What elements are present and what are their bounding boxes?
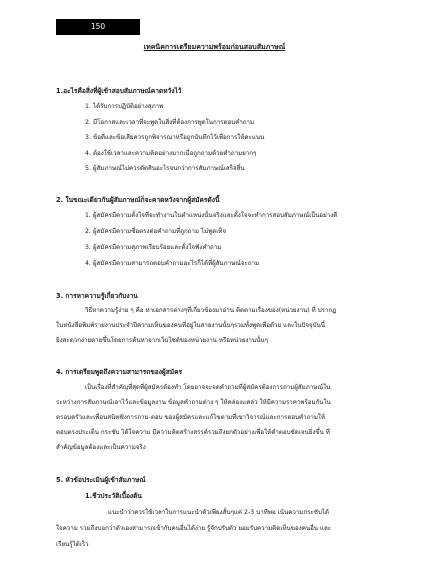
list-item: 3. ผู้สมัครมีความสุภาพเรียบร้อยและตั้งใจฟังคำถาม — [85, 244, 222, 251]
paragraph-line: เรียนรู้ได้เร็ว — [56, 541, 89, 548]
list-item: 1. ได้รับการปฏิบัติอย่างสุภาพ — [85, 103, 164, 110]
paragraph-line: ระหว่างการสัมภาษณ์เอาไว้และข้อมูลงาน ข้อมูลคำถามต่าง ๆ ให้คล่องแคล่ว ให้มีความราคาพร้อมกันใน — [56, 399, 331, 406]
paragraph-line: ในหนังสือพิมพ์รายงานประจำปีความเห็นของคนที่อยู่ในสายงานนั้นๆรวมทั้งพูดเพื่อด้วย และในปัจจุบันนี้ — [56, 322, 326, 329]
list-item: 2. มีโอกาสและเวลาที่จะพูดในสิ่งที่ต้องการพูดในการตอบคำถาม — [85, 119, 255, 126]
page-number: 150 — [56, 19, 140, 35]
list-item: 1. ผู้สมัครมีความตั้งใจที่จะทำงานในตำแหน่งนั้นจริงและตั้งใจจะทำการสอบสัมภาษณ์เป็นอย่างดี — [85, 212, 338, 219]
list-item: 2. ผู้สมัครมีความซื่อตรงต่อคำถามที่ถูกถาม ไม่พูดเท็จ — [85, 228, 227, 235]
paragraph-line: เป็นเรื่องที่สำคัญที่สุดที่ผู้สมัครต้องทำ โดยอาจจะจดคำถามที่ผู้สมัครต้องการถามผู้สัมภาษณ์ใน — [85, 384, 331, 391]
section-5-subheading: 1.ชีวประวัติเบื้องต้น — [85, 492, 142, 500]
paragraph-line: สำคัญข้อมูลต้องและเป็นความจริง — [56, 444, 146, 451]
paragraph-line: ตอบตรงประเด็น กระชับ ได้ใจความ มีความคิดสร้างสรรค์รวมถึงยกตัวอย่างเพื่อให้คำตอบชัดเจนยิ่งขึ้น ที่ — [56, 429, 330, 436]
section-5-heading: 5. หัวข้อประเมินผู้เข้าสัมภาษณ์ — [56, 476, 146, 484]
paragraph-line: ยิ่งสะดวกง่ายดายขึ้นโดยการค้นหาจากเว็บไซต์ของหน่วยงาน หรือหน่วยงานนั้นๆ — [56, 337, 268, 344]
section-3-heading: 3. การหาความรู้เกี่ยวกับงาน — [56, 292, 138, 300]
list-item: 5. ผู้สัมภาษณ์ไม่ควรตัดสินอะไรจนกว่าการสัมภาษณ์เสร็จสิ้น — [85, 165, 245, 172]
paragraph-line: ใจความ รวมถึงบอกว่าตัวเองสามารถเข้ากับคนอื่นได้ง่าย รู้จักปรับตัว ยอมรับความคิดเห็นของคนอื่น และ — [56, 525, 332, 532]
section-4-heading: 4. การเตรียมพูดถึงความสามารถของผู้สมัคร — [56, 368, 183, 376]
section-2-heading: 2. ในขณะเดียวกันผู้สัมภาษณ์ก็จะคาดหวังจากผู้สมัครดังนี้ — [56, 196, 220, 204]
section-1-heading: 1.อะไรคือสิ่งที่ผู้เข้าสอบสัมภาษณ์คาดหวังไว้ — [56, 87, 182, 95]
list-item: 4. ผู้สมัครมีความสามารถตอบคำถามอะไรก็ได้ที่ผู้สัมภาษณ์จะถาม — [85, 260, 260, 267]
paragraph-line: แนะนำว่าควรใช้เวลาในการแนะนำตัวเพียงสั้นๆแค่ 2-3 นาทีพอ เน้นความกระชับได้ — [108, 509, 330, 516]
document-title: เทคนิคการเตรียมความพร้อมก่อนสอบสัมภาษณ์ — [143, 43, 286, 51]
list-item: 3. ข้อดีและข้อเสียควรถูกพิจารณาหรือถูกบันทึกไว้เพื่อการให้คะแนน — [85, 134, 265, 141]
paragraph-line: ครอบครัวและเพื่อนสนิทฟังการถาม-ตอบ ของผู้สมัครและแก้ไขตามที่เขาวิจารณ์และการตอบคำถามให้ — [56, 414, 325, 421]
list-item: 4. ต้องใช้เวลาและความคิดอย่างมากเมื่อถูกถามด้วยคำถามยากๆ — [85, 150, 257, 157]
paragraph-line: วิธีหาความรู้ง่าย ๆ คือ หาเอกสารต่างๆที่เกี่ยวข้องมาอ่าน ติดตามเรื่องของ(หน่วยงาน) ที่ ปรากฏ — [85, 307, 337, 314]
